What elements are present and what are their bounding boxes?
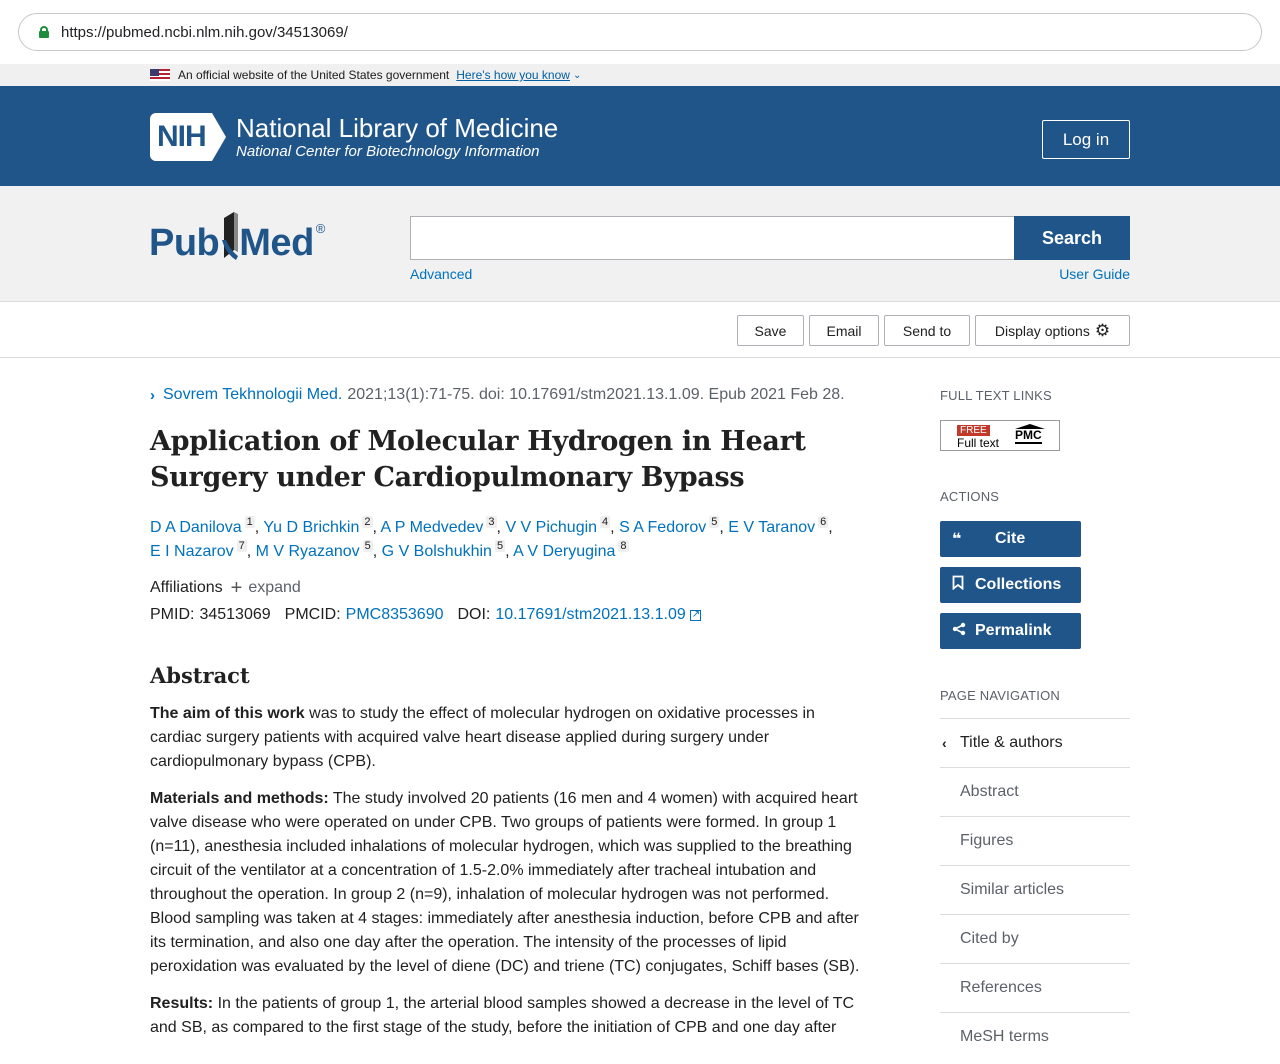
author-link[interactable]: A V Deryugina [513, 543, 616, 560]
chevron-right-icon[interactable]: › [150, 386, 155, 404]
page-navigation-heading: PAGE NAVIGATION [940, 688, 1061, 703]
article-sidebar [940, 385, 1130, 1061]
browser-toolbar [0, 0, 1280, 64]
affiliation-ref[interactable]: 4 [602, 516, 609, 528]
doi-label: DOI: [457, 606, 491, 623]
citation-text: 2021;13(1):71-75. doi: 10.17691/stm2021.13.1.09. Epub 2021 Feb 28. [347, 386, 845, 403]
author-link[interactable]: M V Ryazanov [255, 543, 360, 560]
gov-banner-text: An official website of the United States government [178, 68, 450, 82]
article-toolbar [0, 302, 1280, 358]
journal-link[interactable]: Sovrem Tekhnologii Med. [163, 386, 343, 403]
ncbi-subtitle: National Center for Biotechnology Information [236, 143, 540, 160]
nih-logo[interactable] [150, 113, 558, 161]
user-guide-link[interactable]: User Guide [1059, 266, 1130, 282]
nih-header [0, 86, 1280, 186]
bookmark-icon [952, 575, 964, 595]
cite-button[interactable]: ❝ Cite [940, 521, 1081, 557]
author-link[interactable]: D A Danilova [150, 519, 242, 536]
share-icon [952, 622, 966, 641]
url-text[interactable]: https://pubmed.ncbi.nlm.nih.gov/34513069/ [61, 23, 348, 41]
affiliations-label: Affiliations [150, 579, 223, 596]
address-bar[interactable] [18, 13, 1262, 51]
free-label: FREE [957, 425, 990, 436]
display-options-button[interactable] [975, 315, 1130, 346]
article-identifiers [150, 605, 870, 625]
author-link[interactable]: V V Pichugin [505, 519, 598, 536]
expand-label[interactable]: expand [248, 579, 301, 596]
nav-cited-by[interactable]: Cited by [940, 914, 1130, 963]
affiliation-ref[interactable]: 6 [820, 516, 827, 528]
abstract-methods: Materials and methods: The study involved 20 patients (16 men and 4 women) with acquired heart valve disease who were operated on under CPB. Two groups of patients were formed. In group 1 (n=11), anesthesia included inhalations of molecular hydrogen, which was supplied to the breathing circuit of the ventilator at a concentration of 1.5-2.0% immediately after tracheal intubation and throughout the operation. In group 2 (n=9), inhalation of molecular hydrogen was not performed. Blood sampling was taken at 4 stages: immediately after anesthesia induction, before CPB and after its termination, and also one day after the operation. The intensity of the processes of lipid peroxidation was evaluated by the level of diene (DC) and triene (TC) conjugates, Schiff bases (SB). [150, 790, 860, 975]
chevron-down-icon[interactable]: ⌄ [572, 69, 582, 81]
article-title: Application of Molecular Hydrogen in Heart Surgery under Cardiopulmonary Bypass [150, 426, 806, 493]
nav-abstract[interactable]: Abstract [940, 767, 1130, 816]
nav-similar-articles[interactable]: Similar articles [940, 865, 1130, 914]
how-you-know-link[interactable]: Here's how you know [456, 68, 570, 82]
permalink-button[interactable]: Permalink [940, 613, 1081, 649]
pmcid-link[interactable]: PMC8353690 [345, 606, 444, 623]
nlm-title: National Library of Medicine [236, 113, 559, 143]
author-link[interactable]: A P Medvedev [380, 519, 484, 536]
nav-title-authors[interactable]: ‹ Title & authors [940, 718, 1130, 767]
chevron-left-icon: ‹ [942, 735, 947, 751]
author-link[interactable]: Yu D Brichkin [263, 519, 360, 536]
pmc-free-full-text-link[interactable] [940, 420, 1060, 451]
advanced-search-link[interactable]: Advanced [410, 266, 473, 282]
pmcid-label: PMCID: [284, 606, 341, 623]
author-link[interactable]: G V Bolshukhin [381, 543, 492, 560]
pubmed-search-area [0, 186, 1280, 302]
author-link[interactable]: S A Fedorov [619, 519, 707, 536]
email-button[interactable]: Email [809, 315, 879, 346]
affiliation-ref[interactable]: 5 [364, 540, 371, 552]
affiliation-ref[interactable]: 3 [488, 516, 495, 528]
full-text-links-heading: FULL TEXT LINKS [940, 388, 1052, 403]
plus-icon[interactable]: + [230, 577, 243, 599]
journal-citation [150, 385, 870, 405]
nav-references[interactable]: References [940, 963, 1130, 1012]
affiliation-ref[interactable]: 5 [496, 540, 504, 552]
affiliation-ref[interactable]: 8 [620, 540, 627, 552]
lock-icon [39, 26, 49, 38]
quote-icon: ❝ [952, 531, 962, 548]
abstract-aim: The aim of this work was to study the effect of molecular hydrogen on oxidative processes in cardiac surgery patients with acquired valve heart disease applied during surgery under cardiopulmonary bypass (CPB). [150, 705, 815, 770]
collections-button[interactable]: Collections [940, 567, 1081, 603]
nav-mesh-terms[interactable]: MeSH terms [940, 1012, 1130, 1061]
pmid-value: 34513069 [199, 606, 271, 623]
pmc-label: PMC [1015, 428, 1042, 442]
display-options-label: Display options [994, 322, 1090, 339]
author-list: D A Danilova $^1$ , Yu D Brichkin $^2$ , A P Medvedev $^3$ , V V Pichugin $^4$ , S A Fedorov $^5$ , E V Taranov $^6$ , E I Nazarov $^7$ , M V Ryazanov $^5$ , G V Bolshukhin $^5$ , A V Deryugina $^8$ [150, 516, 833, 560]
page-navigation [940, 718, 1130, 1061]
affiliations-toggle[interactable] [150, 578, 870, 598]
full-text-label: Full text [957, 436, 1000, 450]
author-link[interactable]: E I Nazarov [150, 543, 234, 560]
search-input[interactable] [410, 216, 1015, 260]
author-link[interactable]: E V Taranov [728, 519, 816, 536]
send-to-button[interactable]: Send to [884, 315, 970, 346]
external-link-icon[interactable] [690, 610, 701, 621]
article-main [150, 385, 870, 1040]
pubmed-book-icon [220, 210, 240, 266]
affiliation-ref[interactable]: 2 [364, 516, 371, 528]
affiliation-ref[interactable]: 1 [246, 516, 253, 528]
us-flag-icon [150, 69, 170, 81]
gear-icon: ⚙ [1094, 320, 1111, 340]
pubmed-logo[interactable]: Pub Med ® [149, 210, 325, 266]
gov-banner [0, 64, 1280, 86]
affiliation-ref[interactable]: 7 [238, 540, 245, 552]
abstract-heading: Abstract [150, 663, 250, 688]
nav-figures[interactable]: Figures [940, 816, 1130, 865]
affiliation-ref[interactable]: 5 [711, 516, 718, 528]
save-button[interactable]: Save [737, 315, 804, 346]
doi-link[interactable]: 10.17691/stm2021.13.1.09 [495, 606, 686, 623]
search-button[interactable]: Search [1014, 216, 1130, 260]
abstract-results: Results: In the patients of group 1, the arterial blood samples showed a decrease in the level of TC and SB, as compared to the first stage of the study, before the initiation of CPB and one day after [150, 995, 855, 1036]
nih-badge-icon: NIH [150, 113, 228, 161]
login-button[interactable]: Log in [1042, 120, 1130, 159]
pmid-label: PMID: [150, 606, 195, 623]
actions-heading: ACTIONS [940, 489, 1000, 504]
